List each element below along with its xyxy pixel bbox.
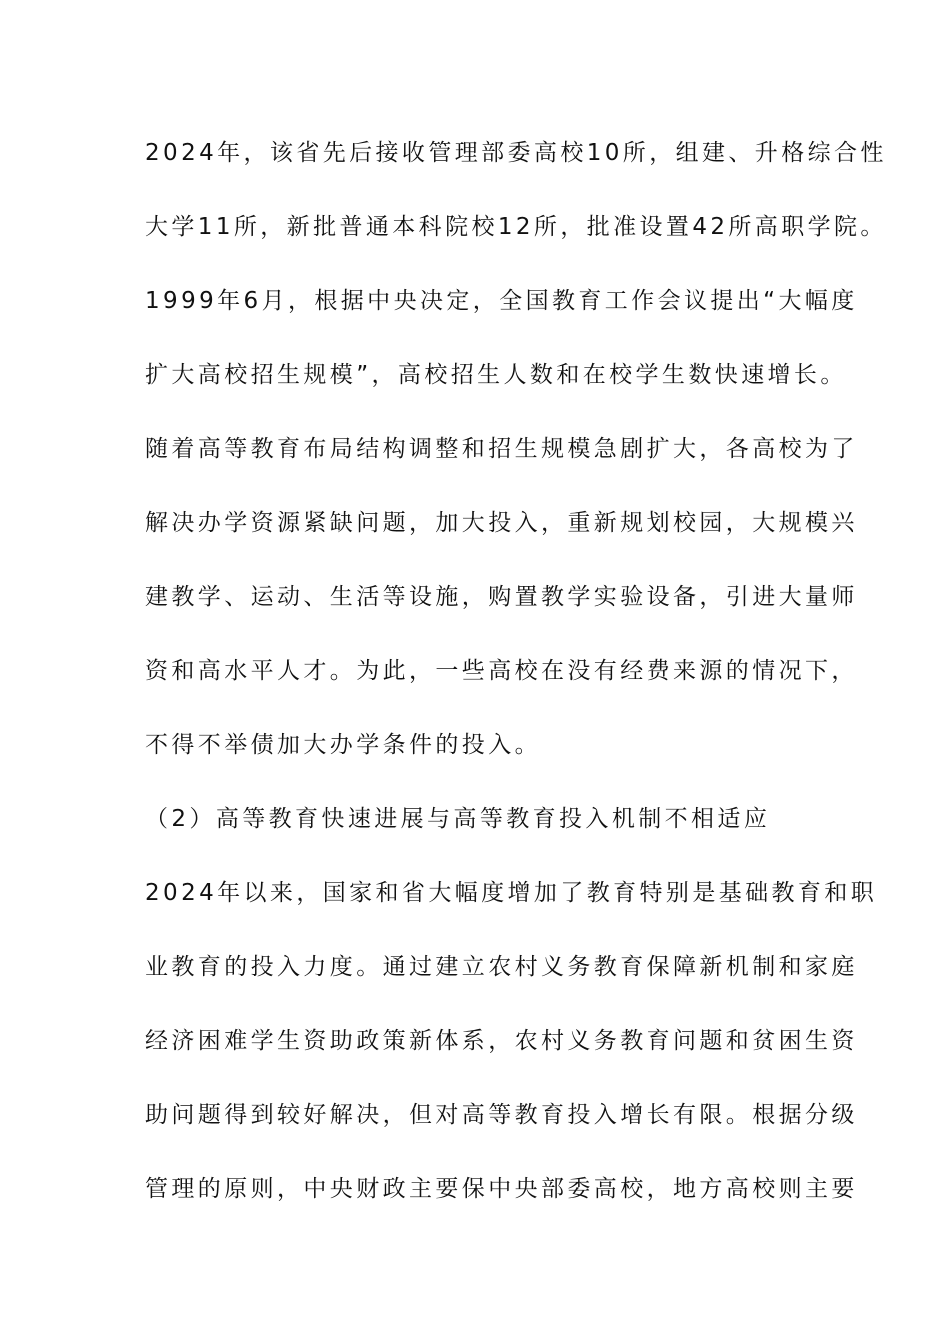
text-line: 业教育的投入力度。通过建立农村义务教育保障新机制和家庭 <box>145 954 858 980</box>
text-line: 2024年以来，国家和省大幅度增加了教育特别是基础教育和职 <box>145 880 878 906</box>
text-line: 建教学、运动、生活等设施，购置教学实验设备，引进大量师 <box>145 584 858 610</box>
text-line: 扩大高校招生规模”，高校招生人数和在校学生数快速增长。 <box>145 362 847 388</box>
text-line: 2024年，该省先后接收管理部委高校10所，组建、升格综合性 <box>145 140 887 166</box>
text-line: 解决办学资源紧缺问题，加大投入，重新规划校园，大规模兴 <box>145 510 858 536</box>
text-line: 管理的原则，中央财政主要保中央部委高校，地方高校则主要 <box>145 1176 858 1202</box>
text-line: 1999年6月，根据中央决定，全国教育工作会议提出“大幅度 <box>145 288 858 314</box>
text-line: 不得不举债加大办学条件的投入。 <box>145 732 541 758</box>
section-heading: （2）高等教育快速进展与高等教育投入机制不相适应 <box>145 806 771 832</box>
text-line: 大学11所，新批普通本科院校12所，批准设置42所高职学院。 <box>145 214 887 240</box>
text-line: 资和高水平人才。为此，一些高校在没有经费来源的情况下， <box>145 658 858 684</box>
text-line: 助问题得到较好解决，但对高等教育投入增长有限。根据分级 <box>145 1102 858 1128</box>
text-line: 随着高等教育布局结构调整和招生规模急剧扩大，各高校为了 <box>145 436 858 462</box>
text-line: 经济困难学生资助政策新体系，农村义务教育问题和贫困生资 <box>145 1028 858 1054</box>
